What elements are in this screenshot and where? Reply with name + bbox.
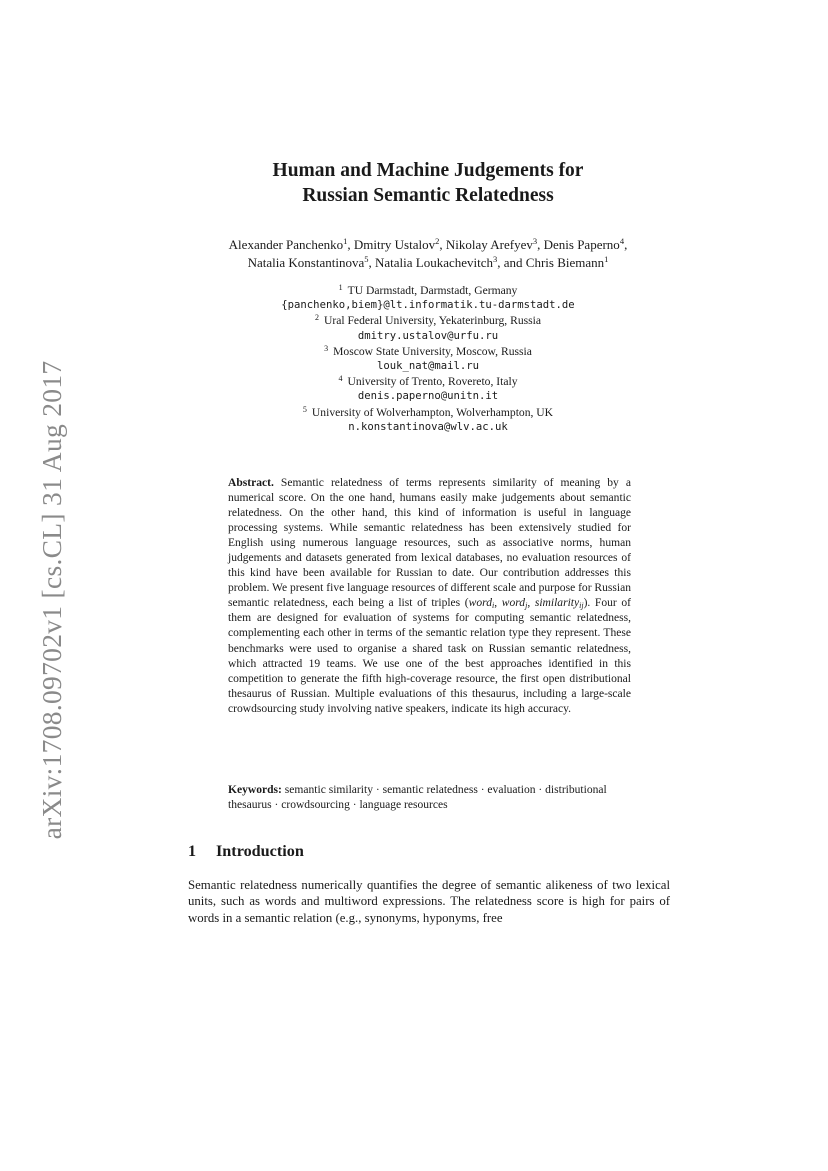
author-separator: , <box>439 237 446 252</box>
triple-word-base: word <box>501 597 526 610</box>
triple-subscript: ij <box>579 601 584 611</box>
abstract: Abstract. Semantic relatedness of terms represents similarity of meaning by a numerical score. On the one hand, humans easily make judgements about semantic relatedness. On the other hand, this kind of information is useful in language processing systems. While semantic relatedness has been extensively studied for English using numerous language resources, such as associative norms, human judgements and datasets generated from lexical databases, no evaluation resources of this kind have been available for Russian to date. Our contribution addresses this problem. We present five language resources of different scale and purpose for Russian semantic relatedness, each being a list of triples (word$_i$, word$_j$, similarity$_{ij}$). Four of them are designed for evaluation of systems for computing semantic relatedness, complementing each other in terms of the semantic relation type they represent. These benchmarks were used to organise a shared task on Russian semantic relatedness, which attracted 19 teams. We use one of the best approaches identified in this competition to generate the fifth high-coverage resource, the first open distributional thesaurus of Russian. Multiple evaluations of this thesaurus, including a large-scale crowdsourcing study involving native speakers, indicate its high accuracy. <box>228 477 632 715</box>
affiliation-name: University of Trento, Rovereto, Italy <box>347 375 518 389</box>
title-line-2: Russian Semantic Relatedness <box>302 185 554 206</box>
keywords-text: semantic similarity · semantic relatedness · evaluation · distributional thesaurus · crowdsourcing · language resources <box>228 784 607 811</box>
affiliation-number: 2 <box>314 313 319 323</box>
triple-word-i <box>469 597 495 609</box>
abstract-text-part1: Semantic relatedness of terms represents similarity of meaning by a numerical score. On the one hand, humans easily make judgements about semantic relatedness. On the other hand, this kind of information is useful in language processing systems. While semantic relatedness has been extensively studied for English using numerous language resources, such as associative norms, human judgements and datasets generated from lexical databases, no evaluation resources of this kind have been available for Russian to date. Our contribution addresses this problem. We present five language resources of different scale and purpose for Russian semantic relatedness, each being a list of triples ( <box>228 477 632 610</box>
affiliation-3 <box>140 344 716 359</box>
author-name: Denis Paperno <box>543 237 620 252</box>
triple-similarity-base: similarity <box>534 597 580 610</box>
author-affiliation-mark: 5 <box>364 254 369 264</box>
affiliation-email[interactable]: n.konstantinova@wlv.ac.uk <box>348 420 508 433</box>
author-separator: , <box>537 237 544 252</box>
title-line-1: Human and Machine Judgements for <box>272 160 584 181</box>
affiliation-list <box>140 283 716 435</box>
author-separator: , <box>347 237 354 252</box>
author-affiliation-mark: 2 <box>435 236 440 246</box>
affiliation-email[interactable]: louk_nat@mail.ru <box>376 360 480 373</box>
keywords-label: Keywords: <box>228 784 282 796</box>
author-name: Nikolay Arefyev <box>445 237 533 252</box>
affiliation-email[interactable]: {panchenko,biem}@lt.informatik.tu-darmstadt.de <box>281 299 575 312</box>
affiliation-name: TU Darmstadt, Darmstadt, Germany <box>347 284 518 297</box>
keywords <box>228 783 632 813</box>
affiliation-5 <box>140 405 716 420</box>
author-name: Alexander Panchenko <box>228 237 344 252</box>
triple-word-j <box>502 597 528 609</box>
triple-word-base: word <box>468 597 492 610</box>
abstract-text-part2: ). Four of them are designed for evaluation of systems for computing semantic relatedness, complementing each other in terms of the semantic relation type they represent. These benchmarks were used to organise a shared task on Russian semantic relatedness, which attracted 19 teams. We use one of the best approaches identified in this competition to generate the fifth high-coverage resource, the first open distributional thesaurus of Russian. Multiple evaluations of this thesaurus, including a large-scale crowdsourcing study involving native speakers, indicate its high accuracy. <box>228 597 631 715</box>
triple-subscript: i <box>491 601 495 611</box>
affiliation-number: 3 <box>324 343 329 353</box>
section-title: Introduction <box>216 842 304 860</box>
author-affiliation-mark: 3 <box>493 254 498 264</box>
author-affiliation-mark: 3 <box>532 236 538 246</box>
arxiv-identifier: arXiv:1708.09702v1 [cs.CL] 31 Aug 2017 <box>36 360 67 840</box>
affiliation-number: 4 <box>338 374 343 384</box>
introduction-paragraph: Semantic relatedness numerically quantifies the degree of semantic alikeness of two lexical units, such as words and multiword expressions. The relatedness score is high for pairs of words in a semantic relation (e.g., synonyms, hyponyms, free <box>188 878 670 925</box>
section-number: 1 <box>188 842 197 860</box>
affiliation-email[interactable]: dmitry.ustalov@urfu.ru <box>357 329 499 342</box>
author-separator: , <box>624 237 628 252</box>
paper-title <box>140 158 716 208</box>
affiliation-number: 1 <box>338 283 343 292</box>
affiliation-email[interactable]: denis.paperno@unitn.it <box>357 390 499 403</box>
affiliation-name: University of Wolverhampton, Wolverhampton, UK <box>311 405 554 419</box>
author-name: Chris Biemann <box>525 255 605 270</box>
author-name: Dmitry Ustalov <box>353 237 436 252</box>
author-separator: , and <box>497 255 526 270</box>
abstract-label: Abstract. <box>228 477 274 489</box>
author-separator: , <box>368 255 375 270</box>
affiliation-name: Ural Federal University, Yekaterinburg, Russia <box>323 314 542 328</box>
affiliation-number: 5 <box>302 404 307 414</box>
affiliation-name: Moscow State University, Moscow, Russia <box>333 344 532 358</box>
affiliation-1 <box>140 283 716 298</box>
author-affiliation-mark: 1 <box>604 254 609 264</box>
triple-similarity <box>535 597 584 609</box>
author-name: Natalia Konstantinova <box>247 255 365 270</box>
author-list <box>140 236 716 272</box>
affiliation-4 <box>140 374 716 389</box>
author-name: Natalia Loukachevitch <box>374 255 493 270</box>
triple-subscript: j <box>525 601 528 611</box>
author-affiliation-mark: 1 <box>343 236 348 246</box>
section-heading <box>188 842 304 861</box>
author-line-2 <box>140 254 716 272</box>
affiliation-2 <box>140 313 716 328</box>
author-affiliation-mark: 4 <box>619 236 625 246</box>
author-line-1 <box>140 236 716 254</box>
